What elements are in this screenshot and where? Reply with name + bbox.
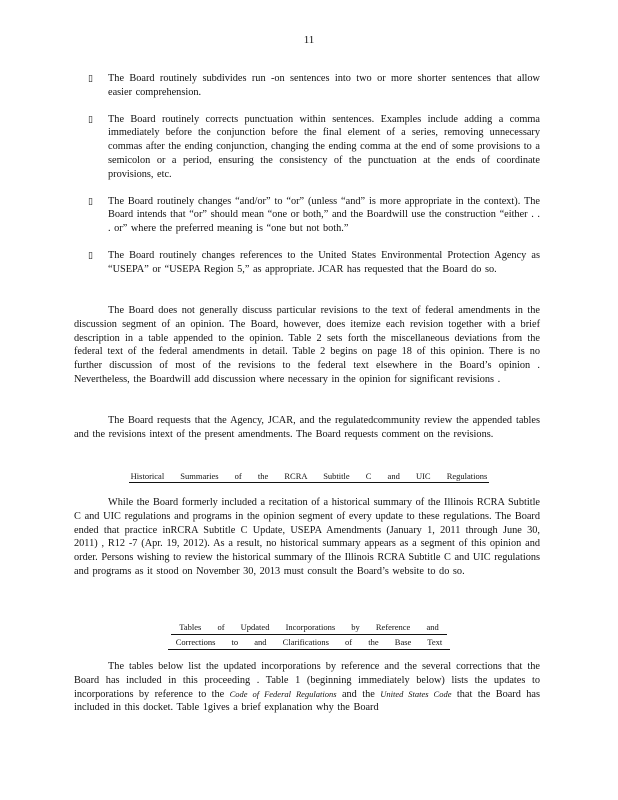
bullet-icon: ▯	[88, 195, 93, 206]
bullet-text: The Board routinely changes references to the United States Environmental Protection Agency as “USEPA” or “USEPA Region 5,” as appropriate. JCAR has requested that the Board do so.	[108, 249, 540, 275]
cfr-citation: Code of Federal Regulations	[229, 688, 337, 699]
bullet-text: The Board routinely corrects punctuation within sentences. Examples include adding a comma immediately before the conjunction before the final element of a series, removing unnecessary commas after the ending conjunction, changing the ending comma at the end of some provisions to a semicolon or a period, ensuring the consistency of the punctuation at the ends of coordinate provisions, etc.	[108, 113, 540, 180]
list-item	[88, 113, 540, 182]
paragraph-text: While the Board formerly included a recitation of a historical summary of the Illinois RCRA Subtitle C and UIC regulations and programs in the opinion segment of every update to these regulations. The Board ended that practice inRCRA Subtitle C Update, USEPA Amendments (January 1, 2011 through June 30, 2011) , R12 -7 (Apr. 19, 2012). As a result, no historical summary appears as a segment of this opinion and order. Persons wishing to review the historical summary of the Illinois RCRA Subtitle C and UIC regulations and programs as it stood on November 30, 2013 must consult the Board’s website to do so.	[74, 497, 540, 577]
list-item	[88, 195, 540, 236]
page-number: 11	[303, 34, 315, 46]
section-heading	[0, 620, 618, 650]
paragraph-text: The tables below list the updated incorporations by reference and the several corrections that the Board has included in this proceeding . Table 1 (beginning immediately below) lists the updates to incorporations by reference to the	[74, 661, 540, 700]
bullet-icon: ▯	[88, 113, 93, 124]
heading-text: Historical Summaries of the RCRA Subtitle C and UIC Regulations	[130, 471, 488, 481]
bullet-icon: ▯	[88, 249, 93, 260]
bullet-icon: ▯	[88, 73, 93, 83]
paragraph-text: The Board does not generally discuss particular revisions to the text of federal amendments in the discussion segment of an opinion. The Board, however, does itemize each revision together with a brief description in a table appended to the opinion. Table 2 sets forth the miscellaneous deviations from the federal text of the federal amendments in detail. Table 2 begins on page 18 of this opinion. There is no further discussion of most of the revisions to the federal text elsewhere in the Board’s opinion . Nevertheless, the Boardwill add discussion where necessary in the opinion for significant revisions .	[74, 305, 540, 385]
list-item	[88, 249, 540, 277]
heading-line: Corrections to and Clarifications of the Base Text	[168, 635, 451, 650]
paragraph-text: The Board requests that the Agency, JCAR, and the regulatedcommunity review the appended tables and the revisions intext of the present amendments. The Board requests comment on the revisions.	[74, 415, 540, 440]
section-heading	[0, 470, 618, 484]
body-paragraph	[74, 414, 540, 442]
heading-line: Tables of Updated Incorporations by Reference and	[171, 620, 446, 635]
bullet-text: The Board routinely changes “and/or” to “or” (unless “and” is more appropriate in the context). The Board intends that “or” should mean “one or both,” and the Boardwill use the construction “either . . . or” where the preferred meaning is “one but not both.”	[108, 195, 540, 235]
body-paragraph	[74, 496, 540, 579]
bullet-list	[88, 72, 540, 290]
body-paragraph	[74, 660, 540, 715]
list-item	[88, 72, 540, 100]
bullet-text: The Board routinely subdivides run -on sentences into two or more shorter sentences that allow easier comprehension.	[108, 73, 540, 98]
body-paragraph	[74, 304, 540, 387]
paragraph-text: and the	[336, 688, 381, 700]
paragraph-text: that the Board has included in this docket. Table 1gives a brief explanation why the Board	[74, 688, 540, 714]
usc-citation: United States Code	[380, 688, 452, 699]
